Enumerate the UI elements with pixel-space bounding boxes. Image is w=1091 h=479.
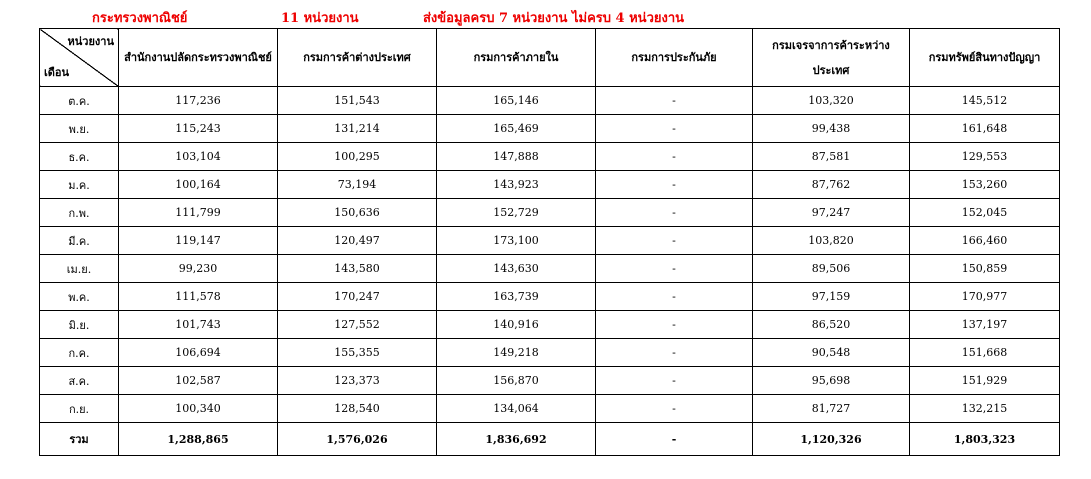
value-cell: - bbox=[596, 283, 753, 311]
value-cell: 151,668 bbox=[910, 339, 1060, 367]
value-cell: 150,636 bbox=[278, 199, 437, 227]
value-cell: 170,247 bbox=[278, 283, 437, 311]
total-label: รวม bbox=[40, 423, 119, 456]
value-cell: 117,236 bbox=[119, 87, 278, 115]
value-cell: - bbox=[596, 171, 753, 199]
total-value-cell: - bbox=[596, 423, 753, 456]
value-cell: 145,512 bbox=[910, 87, 1060, 115]
value-cell: 119,147 bbox=[119, 227, 278, 255]
value-cell: 143,630 bbox=[437, 255, 596, 283]
table-row bbox=[40, 395, 1060, 423]
value-cell: 102,587 bbox=[119, 367, 278, 395]
value-cell: 103,104 bbox=[119, 143, 278, 171]
corner-header-unit: หน่วยงาน bbox=[67, 35, 114, 48]
value-cell: 165,146 bbox=[437, 87, 596, 115]
value-cell: - bbox=[596, 199, 753, 227]
value-cell: 163,739 bbox=[437, 283, 596, 311]
month-cell: เม.ย. bbox=[40, 255, 119, 283]
value-cell: 87,762 bbox=[753, 171, 910, 199]
month-cell: มิ.ย. bbox=[40, 311, 119, 339]
value-cell: - bbox=[596, 367, 753, 395]
column-header: สำนักงานปลัดกระทรวงพาณิชย์ bbox=[119, 29, 278, 87]
value-cell: 161,648 bbox=[910, 115, 1060, 143]
table-row bbox=[40, 283, 1060, 311]
value-cell: 137,197 bbox=[910, 311, 1060, 339]
value-cell: 111,578 bbox=[119, 283, 278, 311]
value-cell: - bbox=[596, 115, 753, 143]
value-cell: 131,214 bbox=[278, 115, 437, 143]
month-cell: ก.พ. bbox=[40, 199, 119, 227]
value-cell: 89,506 bbox=[753, 255, 910, 283]
value-cell: 87,581 bbox=[753, 143, 910, 171]
value-cell: 165,469 bbox=[437, 115, 596, 143]
value-cell: 153,260 bbox=[910, 171, 1060, 199]
value-cell: 115,243 bbox=[119, 115, 278, 143]
month-cell: ส.ค. bbox=[40, 367, 119, 395]
total-value-cell: 1,120,326 bbox=[753, 423, 910, 456]
value-cell: 100,164 bbox=[119, 171, 278, 199]
month-cell: พ.ค. bbox=[40, 283, 119, 311]
month-cell: ม.ค. bbox=[40, 171, 119, 199]
corner-header-month: เดือน bbox=[44, 66, 70, 79]
month-cell: มี.ค. bbox=[40, 227, 119, 255]
value-cell: - bbox=[596, 255, 753, 283]
column-header: กรมทรัพย์สินทางปัญญา bbox=[910, 29, 1060, 87]
value-cell: 128,540 bbox=[278, 395, 437, 423]
value-cell: 156,870 bbox=[437, 367, 596, 395]
value-cell: - bbox=[596, 311, 753, 339]
value-cell: 100,295 bbox=[278, 143, 437, 171]
value-cell: 140,916 bbox=[437, 311, 596, 339]
value-cell: 170,977 bbox=[910, 283, 1060, 311]
column-header: กรมเจรจาการค้าระหว่างประเทศ bbox=[753, 29, 910, 87]
total-value-cell: 1,288,865 bbox=[119, 423, 278, 456]
column-header: กรมการค้าภายใน bbox=[437, 29, 596, 87]
month-cell: ก.ย. bbox=[40, 395, 119, 423]
report-header bbox=[0, 4, 1091, 26]
value-cell: 132,215 bbox=[910, 395, 1060, 423]
monthly-report-table bbox=[39, 28, 1060, 456]
submission-status: ส่งข้อมูลครบ 7 หน่วยงาน ไม่ครบ 4 หน่วยงาน bbox=[423, 11, 685, 26]
value-cell: 97,159 bbox=[753, 283, 910, 311]
table-row bbox=[40, 311, 1060, 339]
column-header: กรมการค้าต่างประเทศ bbox=[278, 29, 437, 87]
value-cell: - bbox=[596, 227, 753, 255]
value-cell: - bbox=[596, 143, 753, 171]
value-cell: - bbox=[596, 87, 753, 115]
table-row bbox=[40, 227, 1060, 255]
value-cell: 120,497 bbox=[278, 227, 437, 255]
month-cell: พ.ย. bbox=[40, 115, 119, 143]
total-value-cell: 1,836,692 bbox=[437, 423, 596, 456]
value-cell: 103,320 bbox=[753, 87, 910, 115]
total-value-cell: 1,803,323 bbox=[910, 423, 1060, 456]
value-cell: 134,064 bbox=[437, 395, 596, 423]
table-body bbox=[40, 87, 1060, 456]
value-cell: 150,859 bbox=[910, 255, 1060, 283]
value-cell: 73,194 bbox=[278, 171, 437, 199]
month-cell: ธ.ค. bbox=[40, 143, 119, 171]
total-value-cell: 1,576,026 bbox=[278, 423, 437, 456]
table-row bbox=[40, 171, 1060, 199]
header-row bbox=[40, 29, 1060, 87]
table-row bbox=[40, 255, 1060, 283]
value-cell: - bbox=[596, 395, 753, 423]
unit-count: 11 หน่วยงาน bbox=[281, 11, 359, 26]
value-cell: 129,553 bbox=[910, 143, 1060, 171]
value-cell: 152,045 bbox=[910, 199, 1060, 227]
value-cell: 127,552 bbox=[278, 311, 437, 339]
table-row bbox=[40, 143, 1060, 171]
value-cell: 90,548 bbox=[753, 339, 910, 367]
table-row bbox=[40, 367, 1060, 395]
value-cell: 95,698 bbox=[753, 367, 910, 395]
value-cell: 86,520 bbox=[753, 311, 910, 339]
value-cell: 173,100 bbox=[437, 227, 596, 255]
value-cell: 151,543 bbox=[278, 87, 437, 115]
table-row bbox=[40, 115, 1060, 143]
value-cell: 147,888 bbox=[437, 143, 596, 171]
value-cell: 123,373 bbox=[278, 367, 437, 395]
value-cell: 101,743 bbox=[119, 311, 278, 339]
value-cell: 166,460 bbox=[910, 227, 1060, 255]
value-cell: 152,729 bbox=[437, 199, 596, 227]
table-row bbox=[40, 339, 1060, 367]
total-row bbox=[40, 423, 1060, 456]
table-row bbox=[40, 199, 1060, 227]
month-cell: ก.ค. bbox=[40, 339, 119, 367]
value-cell: 143,923 bbox=[437, 171, 596, 199]
value-cell: 143,580 bbox=[278, 255, 437, 283]
value-cell: 155,355 bbox=[278, 339, 437, 367]
value-cell: 100,340 bbox=[119, 395, 278, 423]
value-cell: 81,727 bbox=[753, 395, 910, 423]
ministry-title: กระทรวงพาณิชย์ bbox=[92, 11, 188, 26]
column-header: กรมการประกันภัย bbox=[596, 29, 753, 87]
value-cell: 106,694 bbox=[119, 339, 278, 367]
value-cell: 103,820 bbox=[753, 227, 910, 255]
month-cell: ต.ค. bbox=[40, 87, 119, 115]
value-cell: 149,218 bbox=[437, 339, 596, 367]
corner-header bbox=[40, 29, 119, 87]
value-cell: - bbox=[596, 339, 753, 367]
table-row bbox=[40, 87, 1060, 115]
value-cell: 111,799 bbox=[119, 199, 278, 227]
value-cell: 99,230 bbox=[119, 255, 278, 283]
value-cell: 97,247 bbox=[753, 199, 910, 227]
value-cell: 99,438 bbox=[753, 115, 910, 143]
value-cell: 151,929 bbox=[910, 367, 1060, 395]
